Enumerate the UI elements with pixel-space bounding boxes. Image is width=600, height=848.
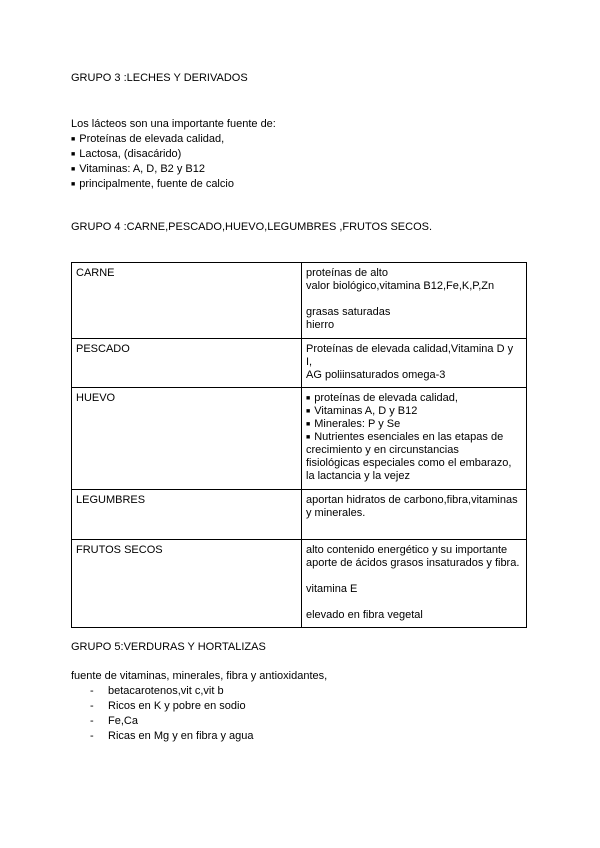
desc-line: crecimiento y en circunstancias	[306, 444, 459, 456]
table-row	[72, 540, 527, 628]
list-item-text: Ricos en K y pobre en sodio	[108, 700, 246, 712]
table-cell-desc	[302, 339, 527, 388]
desc-line: y minerales.	[306, 507, 366, 519]
table-row	[72, 388, 527, 490]
desc-line: aporte de ácidos grasos insaturados y fibra.	[306, 557, 520, 569]
desc-line: I,	[306, 356, 313, 368]
table-cell-desc	[302, 388, 527, 490]
grupo4-title: GRUPO 4 :CARNE,PESCADO,HUEVO,LEGUMBRES ,FRUTOS SECOS.	[71, 221, 433, 233]
desc-line-blank	[306, 293, 523, 306]
desc-line: aportan hidratos de carbono,fibra,vitaminas	[306, 494, 518, 506]
list-item	[90, 699, 254, 714]
desc-line-blank	[306, 596, 523, 609]
table-cell-name: LEGUMBRES	[72, 490, 302, 540]
desc-line: elevado en fibra vegetal	[306, 609, 423, 621]
desc-line: valor biológico,vitamina B12,Fe,K,P,Zn	[306, 280, 495, 292]
desc-line-blank	[306, 570, 523, 583]
list-item: ■ principalmente, fuente de calcio	[71, 177, 234, 192]
list-item-text: Fe,Ca	[108, 715, 138, 727]
grupo3-bullet-list	[71, 132, 234, 192]
table-cell-name: PESCADO	[72, 339, 302, 388]
list-item: ■ Lactosa, (disacárido)	[71, 147, 234, 162]
desc-bullet: ■ Minerales: P y Se	[306, 418, 523, 431]
list-item	[90, 729, 254, 744]
dash-marker: -	[90, 700, 94, 712]
grupo5-dash-list	[90, 684, 254, 744]
list-item	[90, 714, 254, 729]
list-item: ■ Proteínas de elevada calidad,	[71, 132, 234, 147]
food-table	[71, 262, 527, 628]
dash-marker: -	[90, 685, 94, 697]
dash-marker: -	[90, 730, 94, 742]
table-cell-desc	[302, 263, 527, 339]
table-cell-desc	[302, 540, 527, 628]
desc-line: vitamina E	[306, 583, 358, 595]
desc-line: hierro	[306, 319, 335, 331]
table-row	[72, 490, 527, 540]
desc-line: la lactancia y la vejez	[306, 470, 410, 482]
desc-line: AG poliinsaturados omega-3	[306, 369, 446, 381]
desc-line: Proteínas de elevada calidad,Vitamina D y	[306, 343, 514, 355]
table-cell-name: HUEVO	[72, 388, 302, 490]
grupo5-intro: fuente de vitaminas, minerales, fibra y antioxidantes,	[71, 670, 328, 682]
list-item: ■ Vitaminas: A, D, B2 y B12	[71, 162, 234, 177]
desc-bullet: ■ Vitaminas A, D y B12	[306, 405, 523, 418]
table-cell-name: FRUTOS SECOS	[72, 540, 302, 628]
desc-line: proteínas de alto	[306, 267, 388, 279]
table-row	[72, 339, 527, 388]
table-row	[72, 263, 527, 339]
list-item	[90, 684, 254, 699]
table-cell-name: CARNE	[72, 263, 302, 339]
list-item-text: Ricas en Mg y en fibra y agua	[108, 730, 254, 742]
grupo3-title: GRUPO 3 :LECHES Y DERIVADOS	[71, 72, 248, 84]
grupo3-intro: Los lácteos son una importante fuente de:	[71, 118, 276, 130]
desc-bullet: ■ proteínas de elevada calidad,	[306, 392, 523, 405]
desc-line: fisiológicas especiales como el embarazo,	[306, 457, 512, 469]
list-item-text: betacarotenos,vit c,vit b	[108, 685, 224, 697]
desc-bullet: ■ Nutrientes esenciales en las etapas de	[306, 431, 523, 444]
table-cell-desc	[302, 490, 527, 540]
grupo5-title: GRUPO 5:VERDURAS Y HORTALIZAS	[71, 641, 266, 653]
desc-line: grasas saturadas	[306, 306, 391, 318]
desc-line: alto contenido energético y su importante	[306, 544, 508, 556]
dash-marker: -	[90, 715, 94, 727]
